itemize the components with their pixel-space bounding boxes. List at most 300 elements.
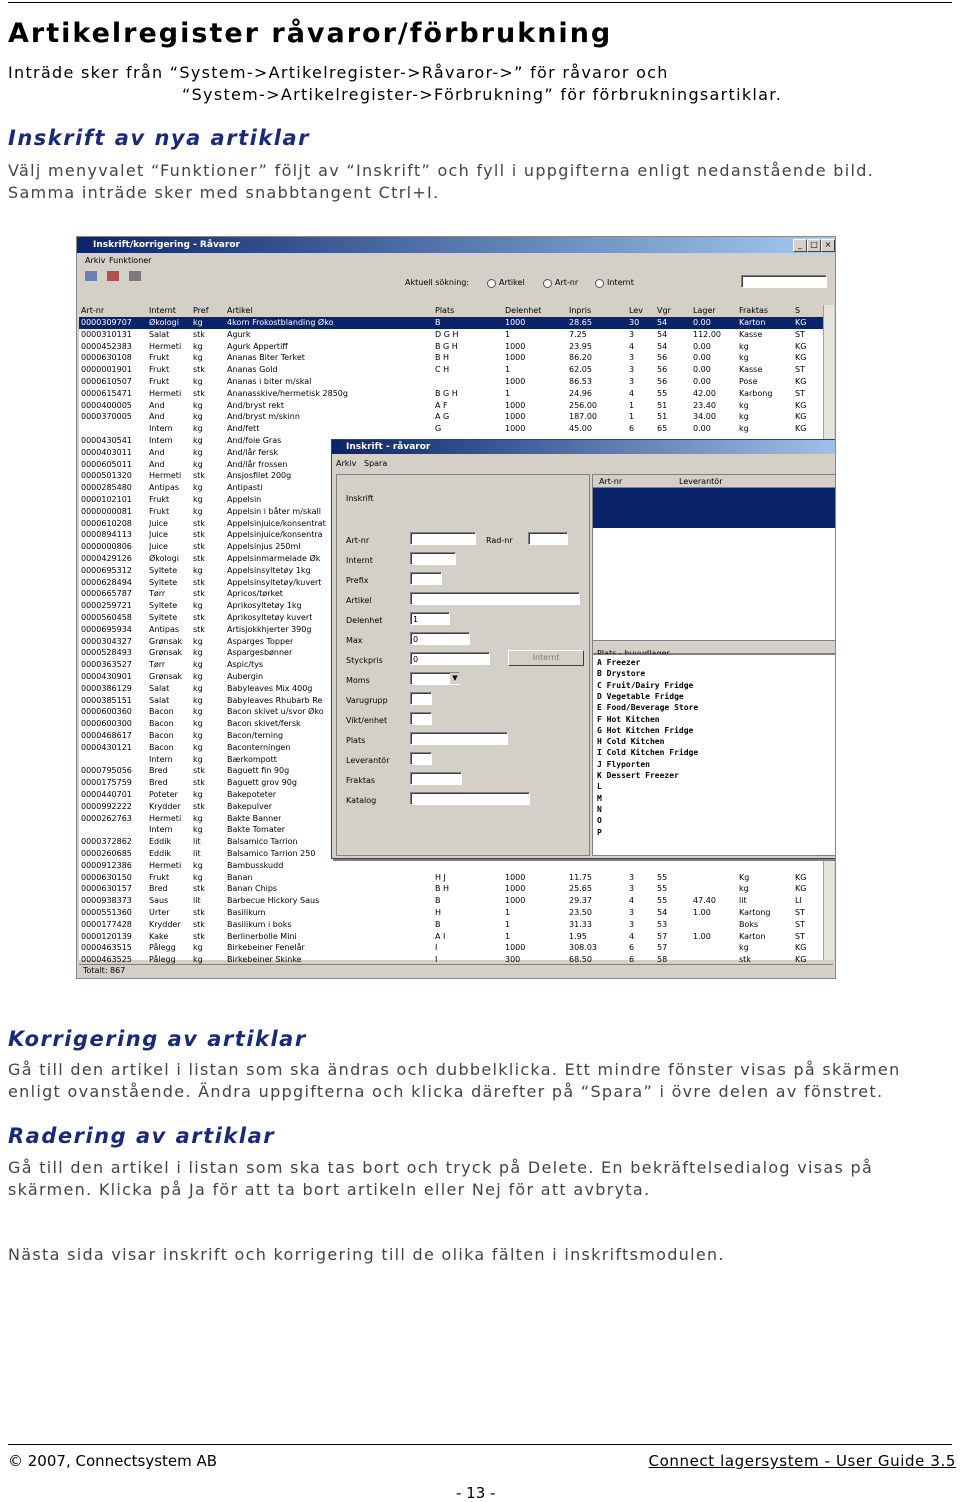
table-cell: kg [193, 707, 203, 717]
table-cell: Hermeti [149, 860, 182, 870]
list-item[interactable]: A Freezer [597, 658, 641, 667]
grid-col-header[interactable]: Lev [629, 306, 643, 315]
table-cell: kg [193, 483, 203, 493]
table-cell: kg [193, 459, 203, 469]
table-cell: 3 [629, 908, 635, 917]
table-cell: 0000630157 [81, 884, 132, 894]
table-cell: Frukt [149, 353, 170, 363]
table-cell: Bred [149, 766, 168, 776]
table-cell: 3 [629, 377, 635, 386]
grid-col-header[interactable]: Art-nr [81, 306, 105, 315]
table-cell: Karbong [739, 388, 773, 398]
table-cell: stk [193, 801, 205, 811]
table-cell: Frukt [149, 872, 170, 882]
table-cell: 0000403011 [81, 447, 132, 457]
table-cell: ST [795, 931, 805, 941]
intro-line-2: “System->Artikelregister->Förbrukning” för förbrukningsartiklar. [182, 85, 783, 104]
table-cell: 0000285480 [81, 483, 132, 493]
table-cell: LI [795, 896, 802, 906]
table-cell: Bred [149, 884, 168, 894]
table-row[interactable] [79, 317, 823, 329]
dialog-field-label: Vikt/enhet [346, 716, 388, 725]
dialog-field-label: Art-nr [346, 536, 370, 545]
table-cell: kg [193, 813, 203, 823]
table-cell: Bacon [149, 742, 174, 752]
table-cell: 0000600300 [81, 719, 132, 729]
table-cell: A F [435, 400, 448, 410]
chevron-down-icon[interactable]: ▼ [450, 673, 460, 684]
table-cell: Birkebeiner Fenelår [227, 943, 305, 953]
table-cell: 1 [629, 400, 635, 410]
table-cell: Bakte Tomater [227, 825, 286, 835]
table-cell: ST [795, 388, 805, 398]
table-cell: 0000430541 [81, 436, 132, 445]
table-cell: kg [193, 731, 203, 740]
table-cell: And/bryst m/skinn [227, 412, 300, 422]
table-cell: 31.33 [569, 919, 592, 929]
table-cell: 0000440701 [81, 790, 132, 799]
table-cell: kg [193, 742, 203, 752]
table-cell: Ananas Gold [227, 365, 278, 375]
intro-line-1: Inträde sker från “System->Artikelregister->Råvaror->” för råvaror och [8, 63, 669, 82]
max-field[interactable]: 0 [410, 632, 470, 645]
table-row[interactable] [79, 411, 823, 423]
table-cell: And/fett [227, 424, 260, 434]
toolbar-settings-icon[interactable] [129, 271, 141, 281]
table-cell: kg [739, 341, 749, 351]
menu-arkiv[interactable]: Arkiv [85, 256, 106, 265]
table-cell: 0000370005 [81, 412, 132, 422]
table-cell: Ananas i biter m/skal [227, 377, 312, 386]
list-item[interactable]: E Food/Beverage Store [597, 703, 699, 713]
table-cell: Babyleaves Rhubarb Re [227, 695, 323, 705]
grid-col-header[interactable]: Fraktas [739, 306, 769, 315]
table-cell: 1 [629, 412, 635, 422]
table-cell: 68.50 [569, 955, 592, 965]
table-cell: Syltete [149, 601, 178, 611]
katalog-field[interactable] [410, 792, 530, 805]
table-cell: Pose [739, 377, 758, 386]
search-label: Aktuell sökning: [405, 278, 470, 287]
table-cell: 1 [505, 365, 511, 375]
table-cell: 54 [657, 908, 668, 917]
dialog-menu-spara[interactable]: Spara [364, 459, 388, 468]
table-cell: 0000259721 [81, 601, 132, 611]
table-cell: Babyleaves Mix 400g [227, 683, 313, 693]
radio-artnr[interactable] [543, 279, 552, 288]
prefix-field[interactable] [410, 572, 442, 585]
dialog-menu-arkiv[interactable]: Arkiv [336, 459, 357, 468]
list-item[interactable]: F Hot Kitchen [597, 714, 660, 724]
table-cell: 55 [657, 896, 668, 906]
table-cell: ST [795, 908, 805, 917]
table-cell: 53 [657, 919, 668, 929]
search-input[interactable] [741, 275, 827, 288]
table-cell: Appelsinjus 250ml [227, 542, 301, 552]
grid-col-header[interactable]: Lager [693, 306, 716, 315]
dialog-field-label: Moms [346, 676, 370, 685]
list-col-leverantor: Leverantör [679, 477, 723, 486]
dialog-titlebar [332, 440, 836, 454]
table-cell: 4korn Frokostblanding Øko [227, 318, 334, 327]
table-cell: 34.00 [693, 412, 716, 422]
leverantor-field[interactable] [410, 752, 432, 765]
table-cell: I [435, 955, 438, 965]
grid-col-header[interactable]: Pref [193, 306, 209, 315]
toolbar-edit-icon[interactable] [107, 271, 119, 281]
table-cell: 25.65 [569, 884, 592, 894]
list-item[interactable]: N [597, 804, 602, 814]
table-cell: Grønsak [149, 636, 183, 646]
table-cell: 0000102101 [81, 495, 132, 504]
window-title: Inskrift/korrigering - Råvaror [93, 240, 240, 250]
vikt-field[interactable] [410, 712, 432, 725]
table-cell: stk [193, 589, 205, 599]
table-cell: 0000309707 [81, 318, 132, 327]
table-cell: Økologi [149, 318, 179, 327]
toolbar-open-icon[interactable] [85, 271, 97, 281]
table-row[interactable] [79, 883, 823, 895]
status-bar [79, 964, 833, 977]
table-row[interactable] [79, 400, 823, 412]
table-cell: And [149, 412, 165, 422]
table-cell: kg [193, 447, 203, 457]
list-item[interactable]: O [597, 816, 602, 826]
page-title: Artikelregister råvaror/förbrukning [8, 18, 613, 49]
table-row[interactable] [79, 329, 823, 341]
table-cell: Baguett fin 90g [227, 766, 290, 776]
table-cell: 0000695312 [81, 565, 132, 575]
table-cell: Pålegg [149, 943, 176, 953]
table-cell: kg [193, 565, 203, 575]
table-cell: Juice [149, 542, 168, 552]
grid-col-header[interactable]: Inpris [569, 306, 592, 315]
table-cell: 1000 [505, 896, 526, 906]
table-cell: 7.25 [569, 329, 587, 339]
table-cell: Tørr [149, 660, 166, 670]
table-cell: 47.40 [693, 896, 716, 906]
table-cell: 1.00 [693, 931, 711, 941]
table-cell: Kartong [739, 908, 771, 917]
table-cell: kg [193, 695, 203, 705]
table-cell: KG [795, 341, 807, 351]
footer-guide-title: Connect lagersystem - User Guide 3.5 [648, 1452, 956, 1470]
table-cell: 0000463515 [81, 943, 132, 953]
grid-col-header[interactable]: Artikel [227, 306, 253, 315]
table-cell: 55 [657, 872, 668, 882]
table-cell: Frukt [149, 365, 170, 375]
table-row[interactable] [79, 919, 823, 931]
table-cell: Artisjokkhjerter 390g [227, 624, 312, 634]
table-cell: KG [795, 943, 807, 953]
top-rule [8, 2, 952, 3]
table-cell: Kake [149, 931, 169, 941]
leverantor-list[interactable] [592, 474, 836, 656]
table-cell: 0000000806 [81, 542, 132, 552]
artikel-field[interactable] [410, 592, 580, 605]
styckpris-field[interactable]: 0 [410, 652, 490, 665]
table-cell: kg [193, 648, 203, 658]
table-row[interactable] [79, 907, 823, 919]
table-cell: Antipas [149, 624, 180, 634]
table-cell: stk [193, 365, 205, 375]
table-cell: 6 [629, 943, 635, 953]
table-cell: 0000628494 [81, 577, 132, 587]
table-cell: kg [193, 601, 203, 611]
list-item[interactable]: J Flyporten [597, 759, 650, 769]
table-cell: Syltete [149, 577, 178, 587]
dialog-field-label: Max [346, 636, 363, 645]
table-cell: kg [193, 318, 203, 327]
table-cell: kg [193, 400, 203, 410]
table-cell: Appelsinjuice/konsentra [227, 530, 323, 540]
table-cell: 0000528493 [81, 648, 132, 658]
table-cell: B H [435, 884, 450, 894]
table-cell: 0000429126 [81, 554, 132, 563]
app-screenshot [76, 236, 836, 979]
table-cell: 0000600360 [81, 707, 132, 717]
table-cell: 57 [657, 931, 668, 941]
artnr-field[interactable] [410, 532, 476, 545]
grid-col-header[interactable]: S [795, 306, 801, 315]
table-cell: D G H [435, 329, 459, 339]
table-cell: Bærkompott [227, 754, 277, 764]
list-item[interactable]: D Vegetable Fridge [597, 691, 684, 701]
next-page-note: Nästa sida visar inskrift och korrigering till de olika fälten i inskriftsmodulen. [8, 1245, 725, 1264]
table-cell: 4 [629, 341, 635, 351]
table-cell: 54 [657, 341, 668, 351]
table-cell: 1000 [505, 424, 526, 434]
table-cell: Poteter [149, 790, 178, 799]
table-cell: B [435, 318, 441, 327]
table-cell: 0000262763 [81, 813, 132, 823]
delete-text-line-1: Gå till den artikel i listan som ska tas bort och tryck på Delete. En bekräftelsedialog visas på [8, 1158, 874, 1177]
table-row[interactable] [79, 895, 823, 907]
table-cell: And [149, 447, 165, 457]
table-cell: Barbecue Hickory Saus [227, 896, 320, 906]
grid-col-header[interactable]: Delenhet [505, 306, 542, 315]
table-cell: And/lår frossen [227, 459, 288, 469]
table-cell: 1000 [505, 884, 526, 894]
list-item[interactable]: P [597, 827, 602, 837]
table-cell: stk [193, 518, 205, 528]
list-col-artnr: Art-nr [599, 477, 623, 486]
table-cell: Hermeti [149, 341, 182, 351]
table-cell: stk [739, 955, 751, 965]
table-cell: 42.00 [693, 388, 716, 398]
table-cell: Hermeti [149, 388, 182, 398]
table-cell: 256.00 [569, 400, 597, 410]
table-cell: 0000260685 [81, 849, 132, 858]
table-cell: 1.95 [569, 931, 587, 941]
table-cell: 56 [657, 353, 668, 363]
list-item[interactable]: G Hot Kitchen Fridge [597, 725, 694, 735]
table-cell: Ansjosfilet 200g [227, 471, 292, 481]
table-cell: Appelsinsyltetøy 1kg [227, 565, 311, 575]
menu-funktioner[interactable]: Funktioner [109, 256, 152, 265]
table-cell: B H [435, 353, 450, 363]
table-cell: 0000452383 [81, 341, 132, 351]
table-row[interactable] [79, 376, 823, 388]
table-cell: Karton [739, 931, 766, 941]
delete-text-line-2: skärmen. Klicka på Ja för att ta bort artikeln eller Nej för att avbryta. [8, 1180, 651, 1199]
table-cell: KG [795, 424, 807, 434]
radio-internt[interactable] [595, 279, 604, 288]
table-cell: Bacon skivet u/svor Øko [227, 707, 324, 717]
table-cell: 24.96 [569, 388, 592, 398]
table-row[interactable] [79, 388, 823, 400]
fraktas-field[interactable] [410, 772, 462, 785]
plats-list-header [592, 640, 836, 654]
table-cell: 0000363527 [81, 660, 132, 670]
table-cell: 4 [629, 931, 635, 941]
table-cell: Antipasti [227, 483, 263, 493]
plats-list[interactable] [592, 654, 836, 856]
radnr-field[interactable] [528, 532, 568, 545]
table-cell: 0000120139 [81, 931, 132, 941]
table-cell: And/bryst rekt [227, 400, 285, 410]
table-cell: 62.05 [569, 365, 592, 375]
close-icon[interactable]: × [821, 239, 835, 252]
table-cell: stk [193, 624, 205, 634]
table-cell: Økologi [149, 554, 179, 563]
internt-field[interactable] [410, 552, 456, 565]
table-cell: Aprikosyltetøy 1kg [227, 601, 302, 611]
table-cell: Kasse [739, 365, 763, 375]
table-cell: Juice [149, 530, 168, 540]
table-cell: 1000 [505, 341, 526, 351]
table-cell: kg [193, 506, 203, 516]
plats-field[interactable] [410, 732, 508, 745]
table-cell: Bambusskudd [227, 860, 284, 870]
table-row[interactable] [79, 364, 823, 376]
table-cell: G [435, 424, 442, 434]
list-item[interactable]: L [597, 782, 602, 792]
table-cell: 0000610507 [81, 377, 132, 386]
table-cell: Ananasskive/hermetisk 2850g [227, 388, 348, 398]
table-cell: Aubergin [227, 672, 264, 681]
table-cell: KG [795, 353, 807, 363]
table-cell: KG [795, 318, 807, 327]
table-cell: 1000 [505, 400, 526, 410]
table-cell: 0000630150 [81, 872, 132, 882]
maximize-icon[interactable]: □ [807, 239, 821, 252]
grid-col-header[interactable]: Internt [149, 306, 176, 315]
table-cell: Aprikosyltetøy kuvert [227, 613, 313, 622]
table-cell: 11.75 [569, 872, 592, 882]
table-cell: kg [193, 377, 203, 386]
table-row[interactable] [79, 341, 823, 353]
table-cell: kg [193, 683, 203, 693]
table-cell: stk [193, 778, 205, 788]
table-cell: 86.20 [569, 353, 592, 363]
table-cell: 1000 [505, 353, 526, 363]
table-cell: 1000 [505, 412, 526, 422]
table-cell: 54 [657, 318, 668, 327]
new-text-line-2: Samma inträde sker med snabbtangent Ctrl+I. [8, 183, 440, 202]
table-cell: lit [193, 896, 201, 906]
new-text-line-1: Välj menyvalet “Funktioner” följt av “Inskrift” och fyll i uppgifterna enligt nedanstående bild. [8, 161, 875, 180]
dialog-field-label: Fraktas [346, 776, 376, 785]
table-cell: Baguett grov 90g [227, 778, 297, 788]
delenhet-field[interactable]: 1 [410, 612, 450, 625]
table-cell: kg [193, 825, 203, 835]
list-item[interactable]: I Cold Kitchen Fridge [597, 748, 699, 758]
list-item[interactable]: K Dessert Freezer [597, 771, 679, 780]
table-cell: kg [739, 400, 749, 410]
table-cell: 0.00 [693, 341, 711, 351]
dialog-field-label: Artikel [346, 596, 372, 605]
table-cell: 1 [505, 329, 511, 339]
internt-button[interactable]: Internt [508, 650, 584, 666]
minimize-icon[interactable]: _ [793, 239, 807, 252]
table-cell: 0000400005 [81, 400, 132, 410]
table-row[interactable] [79, 352, 823, 364]
list-item[interactable]: B Drystore [597, 669, 646, 679]
table-cell: 0000177428 [81, 919, 132, 929]
table-cell: KG [795, 377, 807, 386]
table-cell: 0000430121 [81, 742, 132, 752]
grid-col-header[interactable]: Plats [435, 306, 455, 315]
table-row[interactable] [79, 872, 823, 884]
table-cell: Intern [149, 754, 173, 764]
table-cell: 45.00 [569, 424, 592, 434]
table-cell: Banan Chips [227, 884, 278, 894]
list-item[interactable]: M [597, 793, 602, 803]
table-cell: Basilikum i boks [227, 919, 292, 929]
table-cell: kg [193, 943, 203, 953]
table-cell: 0000610208 [81, 518, 132, 528]
table-cell: Birkebeiner Skinke [227, 955, 302, 965]
table-row[interactable] [79, 423, 823, 435]
table-cell: 28.65 [569, 318, 592, 327]
list-item[interactable]: H Cold Kitchen [597, 737, 665, 747]
table-row[interactable] [79, 931, 823, 943]
table-cell: Bakepulver [227, 801, 272, 811]
table-cell: kg [193, 495, 203, 504]
footer-copyright: © 2007, Connectsystem AB [8, 1452, 218, 1470]
table-cell: 0.00 [693, 318, 711, 327]
footer-rule [8, 1444, 952, 1445]
table-cell: Appelsinjuice/konsentrat [227, 518, 326, 528]
table-cell: stk [193, 577, 205, 587]
table-cell: stk [193, 329, 205, 339]
table-cell: stk [193, 388, 205, 398]
grid-col-header[interactable]: Vgr [657, 306, 671, 315]
page-number: - 13 - [456, 1484, 496, 1502]
list-item[interactable]: C Fruit/Dairy Fridge [597, 680, 694, 690]
table-cell: B G H [435, 341, 458, 351]
table-cell: lit [193, 837, 201, 847]
table-cell: kg [739, 884, 749, 894]
table-row[interactable] [79, 860, 823, 872]
table-cell: 0000938373 [81, 896, 132, 906]
table-cell: And [149, 459, 165, 469]
varugrupp-field[interactable] [410, 692, 432, 705]
table-row[interactable] [79, 942, 823, 954]
table-cell: 112.00 [693, 329, 721, 339]
table-cell: 6 [629, 955, 635, 965]
radnr-label: Rad-nr [486, 536, 513, 545]
radio-artikel[interactable] [487, 279, 496, 288]
table-cell: 0000795056 [81, 766, 132, 776]
list-selection [593, 488, 836, 528]
table-cell: stk [193, 931, 205, 941]
dialog-field-label: Prefix [346, 576, 369, 585]
table-cell: Apricos/tørket [227, 589, 283, 599]
table-cell: B G H [435, 388, 458, 398]
table-cell: 0000000081 [81, 506, 132, 516]
